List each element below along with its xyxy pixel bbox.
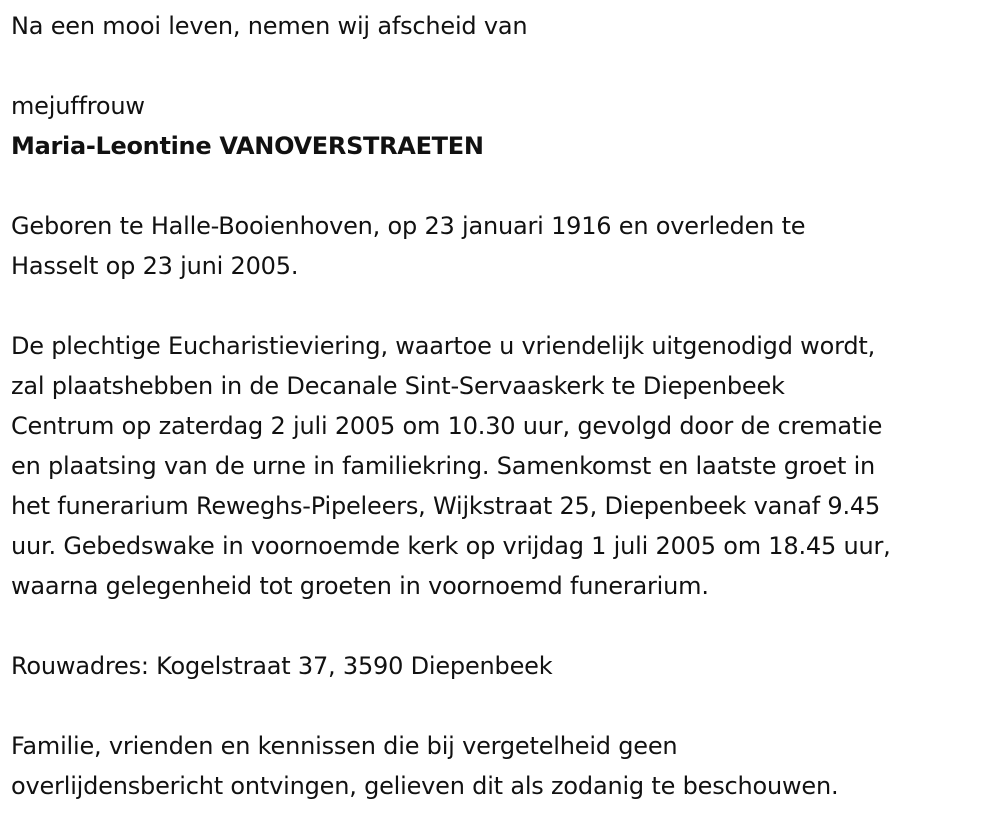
paragraph-line: Familie, vrienden en kennissen die bij vergetelheid geen <box>11 732 678 760</box>
paragraph-line: Hasselt op 23 juni 2005. <box>11 252 299 280</box>
obituary-notice <box>11 0 996 806</box>
deceased-name: Maria-Leontine VANOVERSTRAETEN <box>11 132 484 160</box>
paragraph-line: en plaatsing van de urne in familiekring. Samenkomst en laatste groet in <box>11 452 876 480</box>
paragraph-line: waarna gelegenheid tot groeten in voornoemd funerarium. <box>11 572 709 600</box>
paragraph-line: zal plaatshebben in de Decanale Sint-Servaaskerk te Diepenbeek <box>11 372 785 400</box>
honorific-title: mejuffrouw <box>11 92 145 120</box>
birth-death-paragraph <box>11 206 996 286</box>
paragraph-line: De plechtige Eucharistieviering, waartoe u vriendelijk uitgenodigd wordt, <box>11 332 876 360</box>
intro-text: Na een mooi leven, nemen wij afscheid van <box>11 12 528 40</box>
paragraph-line: overlijdensbericht ontvingen, gelieven dit als zodanig te beschouwen. <box>11 772 839 800</box>
mourning-address: Rouwadres: Kogelstraat 37, 3590 Diepenbeek <box>11 652 553 680</box>
paragraph-line: Geboren te Halle-Booienhoven, op 23 januari 1916 en overleden te <box>11 212 806 240</box>
ceremony-paragraph <box>11 326 996 606</box>
paragraph-line: Centrum op zaterdag 2 juli 2005 om 10.30 uur, gevolgd door de crematie <box>11 412 883 440</box>
address-paragraph <box>11 646 996 686</box>
paragraph-line: uur. Gebedswake in voornoemde kerk op vrijdag 1 juli 2005 om 18.45 uur, <box>11 532 891 560</box>
closing-paragraph <box>11 726 996 806</box>
paragraph-line: het funerarium Reweghs-Pipeleers, Wijkstraat 25, Diepenbeek vanaf 9.45 <box>11 492 881 520</box>
